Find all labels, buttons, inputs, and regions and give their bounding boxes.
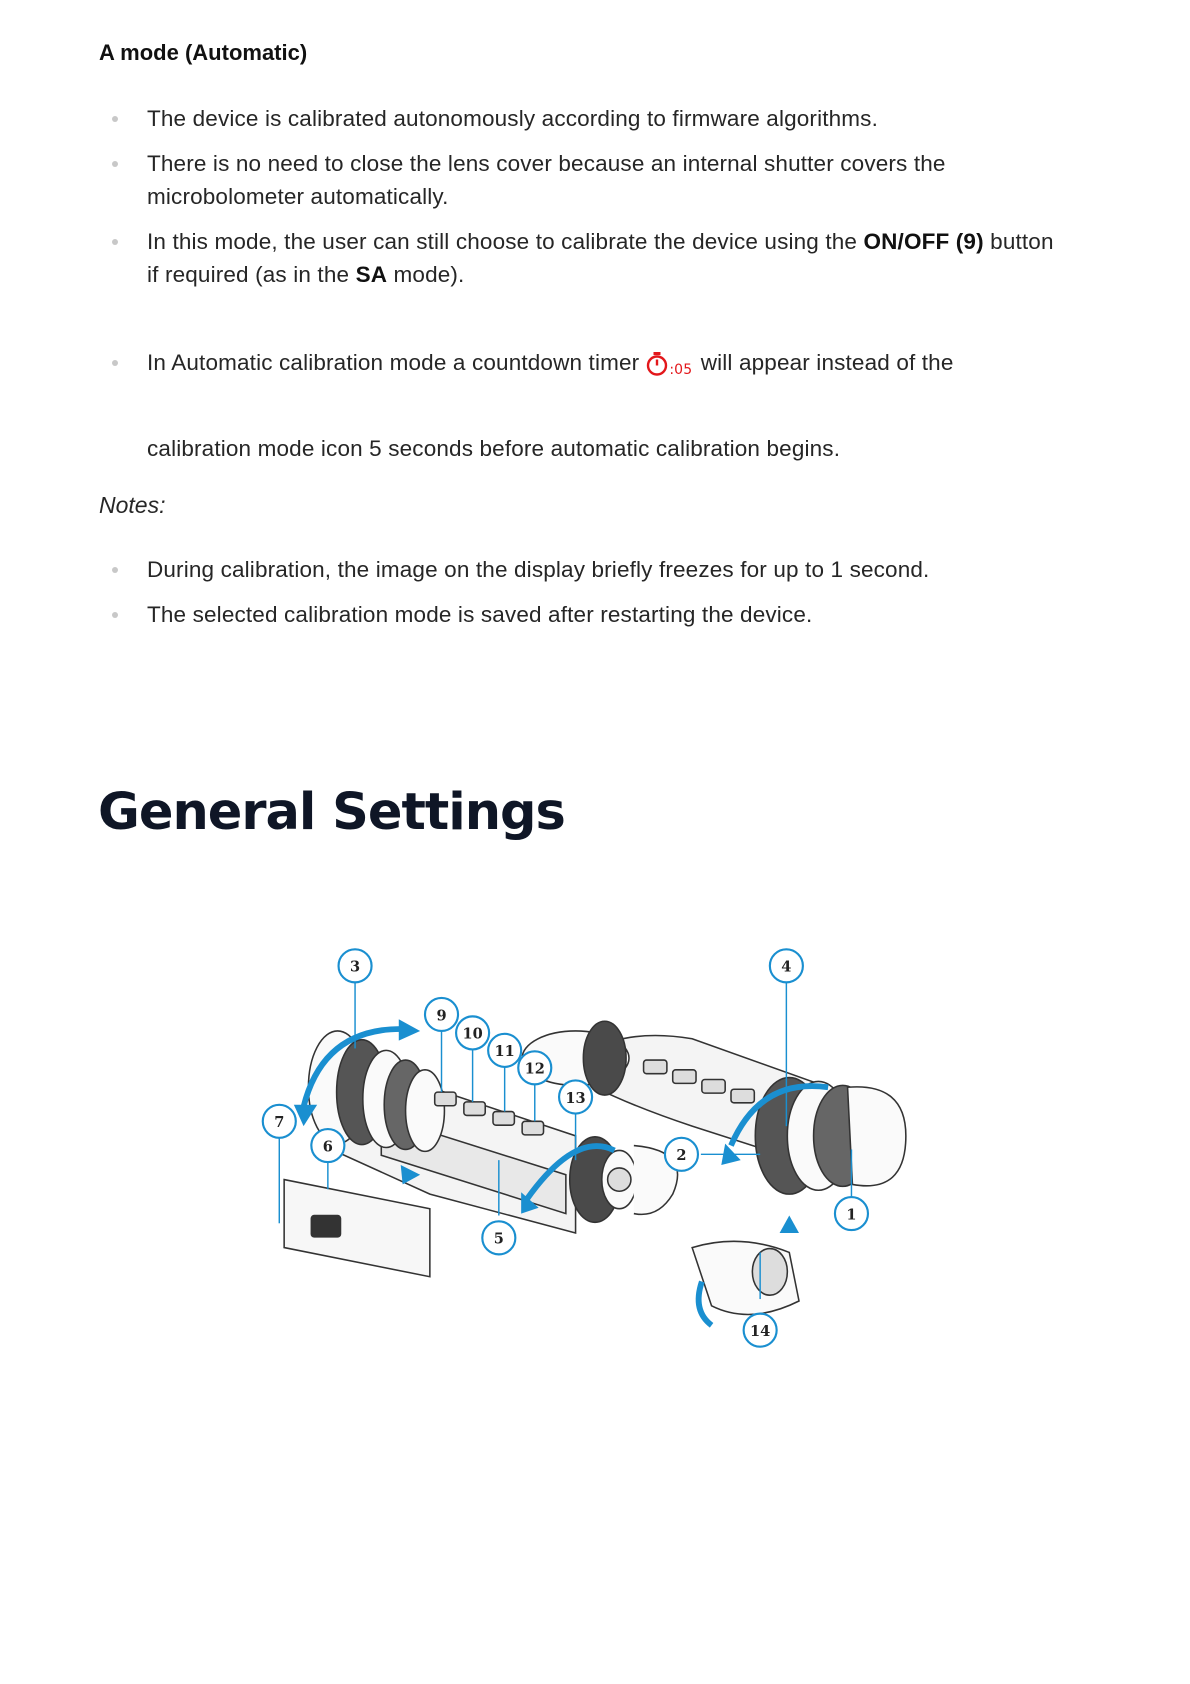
list-item-text: The device is calibrated autonomously according to firmware algorithms. (147, 106, 878, 131)
device-diagram-svg (255, 940, 935, 1390)
notes-label: Notes: (99, 492, 166, 518)
on-off-button-ref: ON/OFF (9) (863, 229, 984, 254)
callout-label: 10 (462, 1025, 483, 1043)
list-item-text-post: mode). (387, 262, 465, 287)
bullet-list-timer (99, 346, 1059, 465)
callout-label: 6 (322, 1138, 333, 1156)
list-item-text-pre: In this mode, the user can still choose to calibrate the device using the (147, 229, 864, 254)
callout-label: 2 (676, 1147, 687, 1165)
callout-label: 3 (349, 958, 361, 976)
callout-label: 9 (436, 1007, 447, 1025)
callout-label: 14 (750, 1322, 771, 1340)
list-item-text: The selected calibration mode is saved after restarting the device. (147, 602, 813, 627)
list-item (99, 346, 1059, 465)
callout-label: 5 (493, 1230, 504, 1248)
timer-value: :05 (669, 362, 693, 378)
list-item (99, 553, 1059, 586)
callout-label: 4 (781, 958, 792, 976)
bullet-list-automatic (99, 102, 1059, 303)
list-item (99, 147, 1059, 213)
callout-label: 1 (846, 1206, 857, 1224)
timer-text-post: will appear instead of the (700, 350, 954, 375)
list-item-text-mid: button if required (as in the (147, 229, 1054, 287)
list-item-text: During calibration, the image on the display briefly freezes for up to 1 second. (147, 557, 930, 582)
timer-text-pre: In Automatic calibration mode a countdown timer (147, 350, 640, 375)
section-title: General Settings (98, 783, 565, 842)
callout-label: 7 (274, 1114, 285, 1132)
list-item (99, 225, 1059, 291)
callout-label: 13 (565, 1089, 586, 1107)
list-item (99, 102, 1059, 135)
notes-list (99, 553, 1059, 643)
mode-heading: A mode (Automatic) (99, 40, 308, 65)
list-item (99, 598, 1059, 631)
list-item-text: There is no need to close the lens cover because an internal shutter covers the microbolometer automatically. (147, 151, 946, 209)
callout-label: 11 (494, 1043, 515, 1061)
sa-mode-ref: SA (355, 262, 388, 287)
callout-label: 12 (524, 1060, 545, 1078)
timer-text-continuation: calibration mode icon 5 seconds before automatic calibration begins. (147, 436, 841, 461)
device-diagram (255, 940, 935, 1390)
countdown-timer-icon (645, 350, 692, 387)
